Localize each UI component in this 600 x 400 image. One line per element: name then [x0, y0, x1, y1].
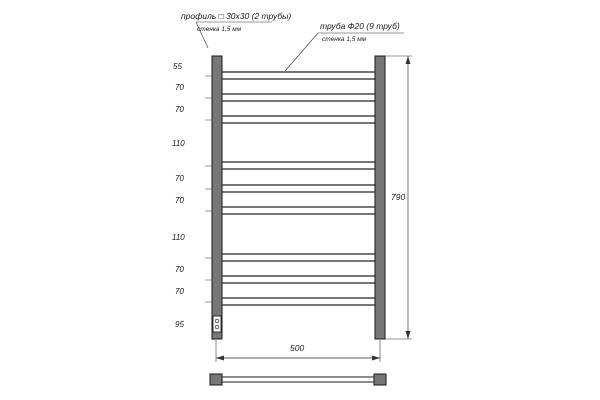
tube-bar — [221, 185, 376, 192]
spacing-label: 55 — [173, 62, 182, 71]
height-arrow-bottom — [406, 331, 411, 339]
tube-wall-label: стенка 1,5 мм — [322, 36, 367, 43]
tube-label: труба Ф20 (9 труб) — [320, 21, 400, 31]
spacing-label: 70 — [175, 83, 184, 92]
top-view — [210, 374, 386, 385]
tube-bar — [221, 298, 376, 305]
width-arrow-left — [216, 356, 224, 361]
spacing-label: 95 — [175, 320, 184, 329]
tube-bar — [221, 72, 376, 79]
width-arrow-right — [372, 356, 380, 361]
spacing-label: 70 — [175, 174, 184, 183]
tube-bar — [221, 162, 376, 169]
spacing-label: 70 — [175, 196, 184, 205]
left-profile — [212, 56, 222, 339]
tube-bar — [221, 254, 376, 261]
right-profile — [375, 56, 385, 339]
profile-wall-label: стенка 1,5 мм — [197, 26, 242, 33]
horizontal-tubes — [221, 72, 376, 305]
profile-label: профиль □ 30х30 (2 трубы) — [181, 11, 292, 21]
spacing-label: 70 — [175, 287, 184, 296]
height-arrow-top — [406, 56, 411, 64]
spacing-label: 70 — [175, 105, 184, 114]
tube-bar — [221, 276, 376, 283]
height-label: 790 — [391, 192, 406, 202]
heater-connector-icon — [213, 316, 221, 332]
width-label: 500 — [290, 343, 305, 353]
spacing-label: 70 — [175, 265, 184, 274]
spacing-label: 110 — [172, 139, 185, 148]
tube-leader-arrow — [285, 33, 318, 71]
tube-bar — [221, 207, 376, 214]
spacing-label: 110 — [172, 233, 185, 242]
tube-bar — [221, 116, 376, 123]
tube-bar — [221, 94, 376, 101]
